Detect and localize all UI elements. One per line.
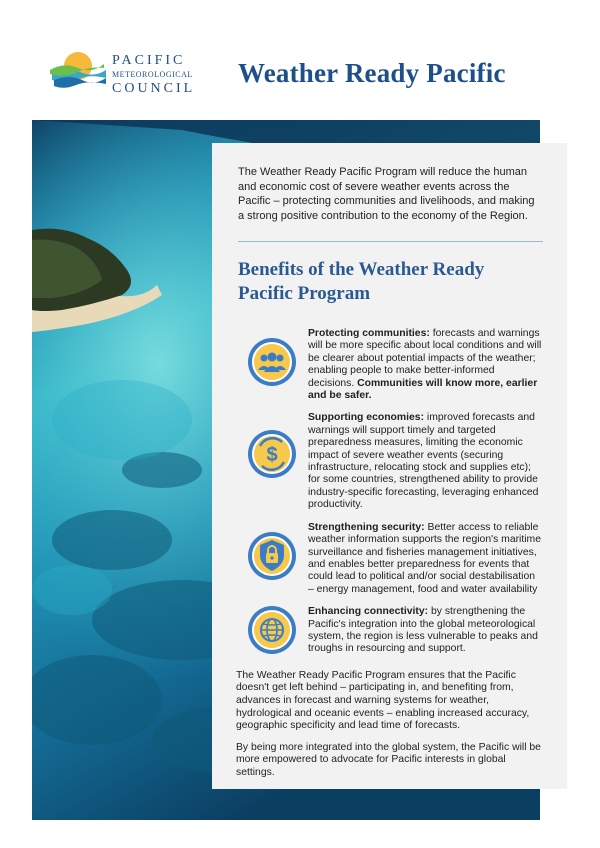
benefit-text (308, 328, 543, 402)
benefit-heading: Protecting communities: (308, 328, 430, 339)
logo-line-1: PACIFIC (112, 53, 186, 68)
logo-line-3: COUNCIL (112, 81, 196, 96)
content-panel (212, 143, 567, 789)
benefit-heading: Supporting economies: (308, 412, 425, 424)
benefit-body: by strengthening the Pacific's integration into the global meteorological system, the region is less vulnerable to peaks and troughs in resourcing and support. (308, 606, 538, 655)
benefit-text (308, 606, 543, 656)
benefit-heading: Strengthening security: (308, 521, 425, 533)
benefit-text (308, 522, 543, 596)
benefit-enhancing-connectivity (238, 606, 543, 656)
benefits-list (238, 328, 543, 656)
intro-paragraph: The Weather Ready Pacific Program will reduce the human and economic cost of severe weather events across the Pacific – protecting communities and livelihoods, and making a strong positive contribution to the economy of the Region. (238, 166, 535, 222)
section-divider (238, 241, 543, 242)
globe-icon (246, 604, 298, 656)
benefit-body: improved forecasts and warnings will support timely and targeted preparedness measures, limiting the economic impact of severe weather events (securing infrastructure, relocating stock and supplies etc); for some countries, strengthened ability to provide industry-specific forecasting, leveraging enhanced productivity. (308, 412, 539, 511)
svg-text:$: $ (266, 444, 278, 467)
benefit-text (308, 412, 543, 511)
benefit-protecting-communities (238, 328, 543, 402)
page-title: Weather Ready Pacific (238, 58, 506, 88)
pmc-logo (50, 46, 195, 96)
lock-icon (246, 530, 298, 582)
people-icon (246, 336, 298, 388)
closing-paragraph: The Weather Ready Pacific Program ensures that the Pacific doesn't get left behind – participating in, and benefiting from, advances in forecast and warning systems for weather, hydrological and oceanic events – enabling increased accuracy, geographic specificity and lead time of forecasts. (236, 669, 530, 732)
benefit-supporting-economies (238, 412, 543, 511)
benefit-body: forecasts and warnings will be more specific about local conditions and will be clearer about potential impacts of the weather; enabling people to make better-informed decisions. (308, 328, 542, 389)
closing-paragraph: By being more integrated into the global system, the Pacific will be more empowered to advocate for Pacific interests in global settings. (236, 741, 541, 778)
section-title: Benefits of the Weather Ready Pacific Program (238, 259, 485, 304)
benefit-body: Better access to reliable weather information supports the region's maritime surveillance and fisheries management initiatives, and enables better preparedness for events that could lead to political and/or social destabilisation – energy management, food and water availability (308, 521, 541, 595)
pmc-logo-wordmark (112, 54, 195, 96)
benefit-emphasis: Communities will know more, earlier and be safer. (308, 377, 538, 402)
benefit-strengthening-security (238, 522, 543, 596)
dollar-icon (246, 428, 298, 480)
benefit-heading: Enhancing connectivity: (308, 606, 429, 618)
pmc-logo-mark (50, 46, 106, 92)
logo-line-2: METEOROLOGICAL (112, 70, 193, 79)
